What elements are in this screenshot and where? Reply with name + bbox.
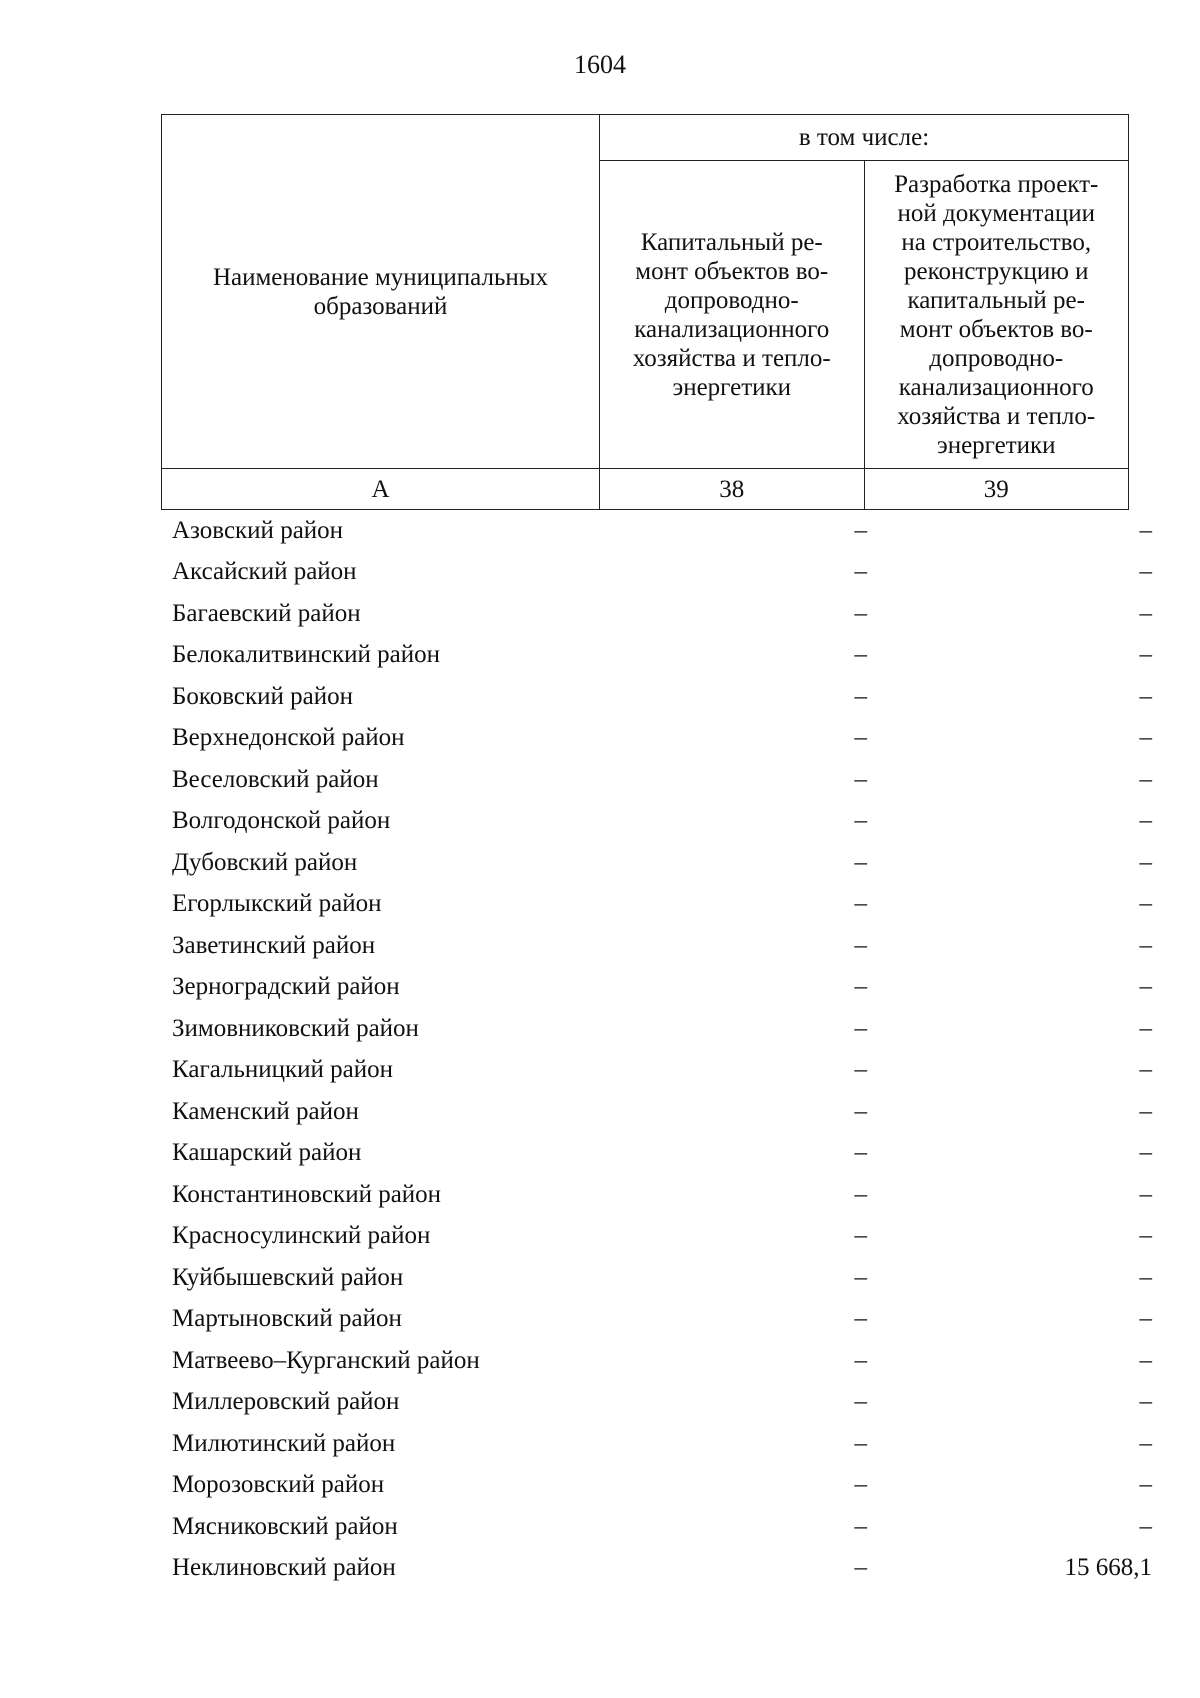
- district-name-cell: Зимовниковский район: [172, 1014, 419, 1042]
- district-name-cell: Боковский район: [172, 682, 353, 710]
- col-38-value-cell: –: [854, 1222, 867, 1250]
- table-row: [161, 967, 1164, 1009]
- district-name-cell: Зерноградский район: [172, 973, 400, 1001]
- table-row: [161, 759, 1164, 801]
- header-name-column: Наименование муниципальных образований: [162, 115, 600, 469]
- table-row: [161, 1548, 1164, 1590]
- col-38-value-cell: –: [854, 641, 867, 669]
- district-name-cell: Матвеево–Курганский район: [172, 1346, 480, 1374]
- header-including: в том числе:: [600, 115, 1129, 161]
- col-38-value-cell: –: [854, 1139, 867, 1167]
- col-38-value-cell: –: [854, 1554, 867, 1582]
- district-name-cell: Аксайский район: [172, 558, 357, 586]
- district-name-cell: Кагальницкий район: [172, 1056, 394, 1084]
- col-38-value-cell: –: [854, 890, 867, 918]
- col-39-value-cell: –: [1139, 1305, 1152, 1333]
- table-row: [161, 1174, 1164, 1216]
- col-39-value-cell: –: [1139, 1346, 1152, 1374]
- col-38-value-cell: –: [854, 1305, 867, 1333]
- col-38-value-cell: –: [854, 516, 867, 544]
- col-38-value-cell: –: [854, 558, 867, 586]
- table-row: [161, 1257, 1164, 1299]
- table-row: [161, 1506, 1164, 1548]
- col-38-value-cell: –: [854, 848, 867, 876]
- header-col-38-text: Капитальный ре- монт объектов во- допроводно- канализационного хозяйства и тепло- энергетики: [632, 228, 831, 401]
- col-38-value-cell: –: [854, 765, 867, 793]
- col-39-value-cell: –: [1139, 1388, 1152, 1416]
- col-38-value-cell: –: [854, 1014, 867, 1042]
- col-39-value-cell: –: [1139, 807, 1152, 835]
- table-row: [161, 884, 1164, 926]
- table-row: [161, 1091, 1164, 1133]
- col-39-value-cell: –: [1139, 1512, 1152, 1540]
- col-39-value-cell: –: [1139, 1097, 1152, 1125]
- col-39-value-cell: –: [1139, 931, 1152, 959]
- col-38-value-cell: –: [854, 1180, 867, 1208]
- district-name-cell: Морозовский район: [172, 1471, 385, 1499]
- district-name-cell: Волгодонской район: [172, 807, 391, 835]
- col-39-value-cell: –: [1139, 558, 1152, 586]
- col-39-value-cell: –: [1139, 724, 1152, 752]
- col-39-value-cell: –: [1139, 1139, 1152, 1167]
- table-row: [161, 635, 1164, 677]
- budget-table: [161, 114, 1152, 1589]
- col-39-value-cell: –: [1139, 1056, 1152, 1084]
- col-39-value-cell: –: [1139, 1222, 1152, 1250]
- col-39-value-cell: –: [1139, 1180, 1152, 1208]
- col-39-value-cell: –: [1139, 1471, 1152, 1499]
- table-row: [161, 1216, 1164, 1258]
- col-39-value-cell: –: [1139, 848, 1152, 876]
- table-row: [161, 801, 1164, 843]
- col-38-value-cell: –: [854, 1263, 867, 1291]
- header-col-39-title: [864, 161, 1129, 469]
- col-39-value-cell: –: [1139, 1263, 1152, 1291]
- district-name-cell: Константиновский район: [172, 1180, 442, 1208]
- table-row: [161, 676, 1164, 718]
- col-38-value-cell: –: [854, 1512, 867, 1540]
- col-38-value-cell: –: [854, 599, 867, 627]
- district-name-cell: Заветинский район: [172, 931, 376, 959]
- col-38-value-cell: –: [854, 1429, 867, 1457]
- table-row: [161, 925, 1164, 967]
- table-row: [161, 1465, 1164, 1507]
- col-39-value-cell: –: [1139, 890, 1152, 918]
- col-38-value-cell: –: [854, 1471, 867, 1499]
- table-row: [161, 1340, 1164, 1382]
- district-name-cell: Каменский район: [172, 1097, 359, 1125]
- table-body: [161, 510, 1164, 1589]
- table-header: [161, 114, 1129, 510]
- header-code-39: 39: [864, 469, 1129, 510]
- district-name-cell: Верхнедонской район: [172, 724, 405, 752]
- col-38-value-cell: –: [854, 724, 867, 752]
- col-39-value-cell: –: [1139, 599, 1152, 627]
- table-row: [161, 1133, 1164, 1175]
- col-38-value-cell: –: [854, 1097, 867, 1125]
- col-38-value-cell: –: [854, 931, 867, 959]
- district-name-cell: Мартыновский район: [172, 1305, 402, 1333]
- header-code-a: А: [162, 469, 600, 510]
- header-col-39-text: Разработка проект- ной документации на строительство, реконструкцию и капитальный ре- монт объектов во- допроводно- канализационного хозяйства и тепло- энергетики: [894, 170, 1099, 459]
- district-name-cell: Егорлыкский район: [172, 890, 382, 918]
- district-name-cell: Белокалитвинский район: [172, 641, 440, 669]
- district-name-cell: Мясниковский район: [172, 1512, 398, 1540]
- header-code-38: 38: [600, 469, 865, 510]
- district-name-cell: Неклиновский район: [172, 1554, 396, 1582]
- table-row: [161, 552, 1164, 594]
- header-col-38-title: [600, 161, 865, 469]
- col-38-value-cell: –: [854, 1346, 867, 1374]
- table-row: [161, 1423, 1164, 1465]
- col-39-value-cell: –: [1139, 1429, 1152, 1457]
- col-39-value-cell: –: [1139, 973, 1152, 1001]
- table-row: [161, 718, 1164, 760]
- col-38-value-cell: –: [854, 1388, 867, 1416]
- col-39-value-cell: –: [1139, 765, 1152, 793]
- table-row: [161, 510, 1164, 552]
- col-39-value-cell: 15 668,1: [1064, 1554, 1152, 1582]
- district-name-cell: Багаевский район: [172, 599, 361, 627]
- col-38-value-cell: –: [854, 1056, 867, 1084]
- table-row: [161, 1008, 1164, 1050]
- col-38-value-cell: –: [854, 682, 867, 710]
- district-name-cell: Дубовский район: [172, 848, 358, 876]
- table-row: [161, 842, 1164, 884]
- district-name-cell: Красносулинский район: [172, 1222, 431, 1250]
- table-row: [161, 593, 1164, 635]
- col-39-value-cell: –: [1139, 1014, 1152, 1042]
- table-row: [161, 1299, 1164, 1341]
- col-39-value-cell: –: [1139, 516, 1152, 544]
- col-38-value-cell: –: [854, 973, 867, 1001]
- district-name-cell: Миллеровский район: [172, 1388, 400, 1416]
- district-name-cell: Веселовский район: [172, 765, 379, 793]
- district-name-cell: Азовский район: [172, 516, 344, 544]
- district-name-cell: Милютинский район: [172, 1429, 396, 1457]
- col-39-value-cell: –: [1139, 641, 1152, 669]
- col-39-value-cell: –: [1139, 682, 1152, 710]
- district-name-cell: Куйбышевский район: [172, 1263, 404, 1291]
- col-38-value-cell: –: [854, 807, 867, 835]
- table-row: [161, 1382, 1164, 1424]
- district-name-cell: Кашарский район: [172, 1139, 362, 1167]
- table-row: [161, 1050, 1164, 1092]
- page-number: 1604: [574, 50, 626, 79]
